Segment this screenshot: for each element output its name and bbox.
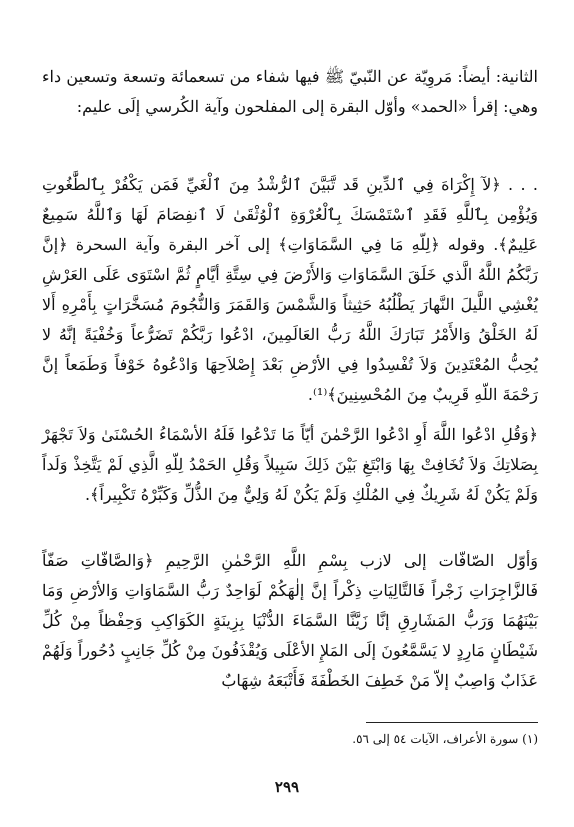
paragraph-verses-3: وَأوّل الصّافّات إلى لازب بِسْمِ اللَّهِ الرَّحْمٰنِ الرَّحِيمِ ﴿وَالصَّافّاتِ صَفّاً فَالزَّاجِرَاتِ زَجْراً فَالتَّالِيَاتِ ذِكْراً إنَّ إلٰهَكُمْ لَوَاحِدٌ رَبُّ السَّمَاوَاتِ وَالأرْضِ وَمَا بَيْنَهُمَا وَرَبُّ المَشَارِقِ إنَّا زَيَّنَّا السَّمَاءَ الدُّنْيَا بِزِينَةٍ الكَوَاكِبِ وَحِفْظاً مِنْ كُلِّ شَيْطَانٍ مَارِدٍ لا يَسَّمَّعُونَ إلَى المَلإِ الأعْلَى وَيُقْذَفُونَ مِنْ كُلِّ جَانِبٍ دُحُوراً وَلَهُمْ عَذَابٌ وَاصِبٌ إلاّ مَنْ خَطِفَ الخَطْفَةَ فَأَتْبَعَهُ شِهَابٌ <box>42 551 538 690</box>
page-number: ٢٩٩ <box>274 778 300 796</box>
paragraph-verses-2: ﴿وَقُلِ ادْعُوا اللَّهَ أَوِ ادْعُوا الرَّحْمٰنَ أيّاً مَا تَدْعُوا فَلَهُ الأسْمَاءُ الحُسْنَىٰ وَلاَ تَجْهَرْ بِصَلاتِكَ وَلاَ تُخَافِتْ بِهَا وَابْتَغِ بَيْنَ ذَلِكَ سَبِيلاً وَقُلِ الحَمْدُ لِلّهِ الَّذِي لَمْ يَتَّخِذْ وَلَداً وَلَمْ يَكُنْ لَهُ شَرِيكٌ فِي المُلْكِ وَلَمْ يَكُنْ لَهُ وَلِيٌّ مِنَ الذُّلِّ وَكَبِّرْهُ تَكْبِيراً﴾. <box>42 425 538 504</box>
footnote: (١) سورة الأعراف، الآيات ٥٤ إلى ٥٦. <box>352 732 538 746</box>
paragraph-intro: الثانية: أيضاً: مَروِيّة عن النّبيّ ﷺ فيها شفاء من تسعمائة وتسعة وتسعين داء وهي: إقرأ «الحمد» وأوّل البقرة إلى المفلحون وآية الكُرسي إلَى عليم: <box>42 67 538 116</box>
footnote-divider <box>366 722 538 723</box>
paragraph-verses-1: . . . ﴿لآ إِكْرَاهَ فِي ٱلدِّينِ قَد تَّبَيَّنَ ٱلرُّشْدُ مِنَ ٱلْغَيِّ فَمَن يَكْفُرْ بِٱلطَّٰغُوتِ وَيُؤْمِن بِٱللَّهِ فَقَدِ ٱسْتَمْسَكَ بِٱلْعُرْوَةِ ٱلْوُثْقَىٰ لَا ٱنفِصَامَ لَهَا وَٱللَّهُ سَمِيعٌ عَلِيمٌ﴾. وقوله ﴿لِلّهِ مَا فِي السَّمَاوَاتِ﴾ إلى آخر البقرة وآية السحرة ﴿إنَّ رَبَّكُمُ اللَّهُ الَّذي خَلَقَ السَّمَاوَاتِ وَالأَرْضَ فِي سِتَّةِ أيَّامٍ ثُمَّ اسْتَوَى عَلَى العَرْشِ يُغْشِي اللَّيلَ النَّهارَ يَطْلُبُهُ حَثِيثاً وَالشَّمْسَ وَالقَمَرَ وَالنُّجُومَ مُسَخَّرَاتٍ بِأَمْرِهِ أَلا لَهُ الخَلْقُ وَالأَمْرُ تَبَارَكَ اللَّهُ رَبُّ العَالَمِينَ، ادْعُوا رَبَّكُمْ تَضَرُّعاً وَخُفْيَةً إنَّهُ لا يُحِبُّ المُعْتَدِينَ وَلاَ تُفْسِدُوا فِي الأرْضِ بَعْدَ إِصْلاَحِهَا وَادْعُوهُ خَوْفاً وَطَمَعاً إنَّ رَحْمَةَ اللّهِ قَرِيبٌ مِنَ المُحْسِنِينَ﴾⁽¹⁾. <box>42 175 538 404</box>
